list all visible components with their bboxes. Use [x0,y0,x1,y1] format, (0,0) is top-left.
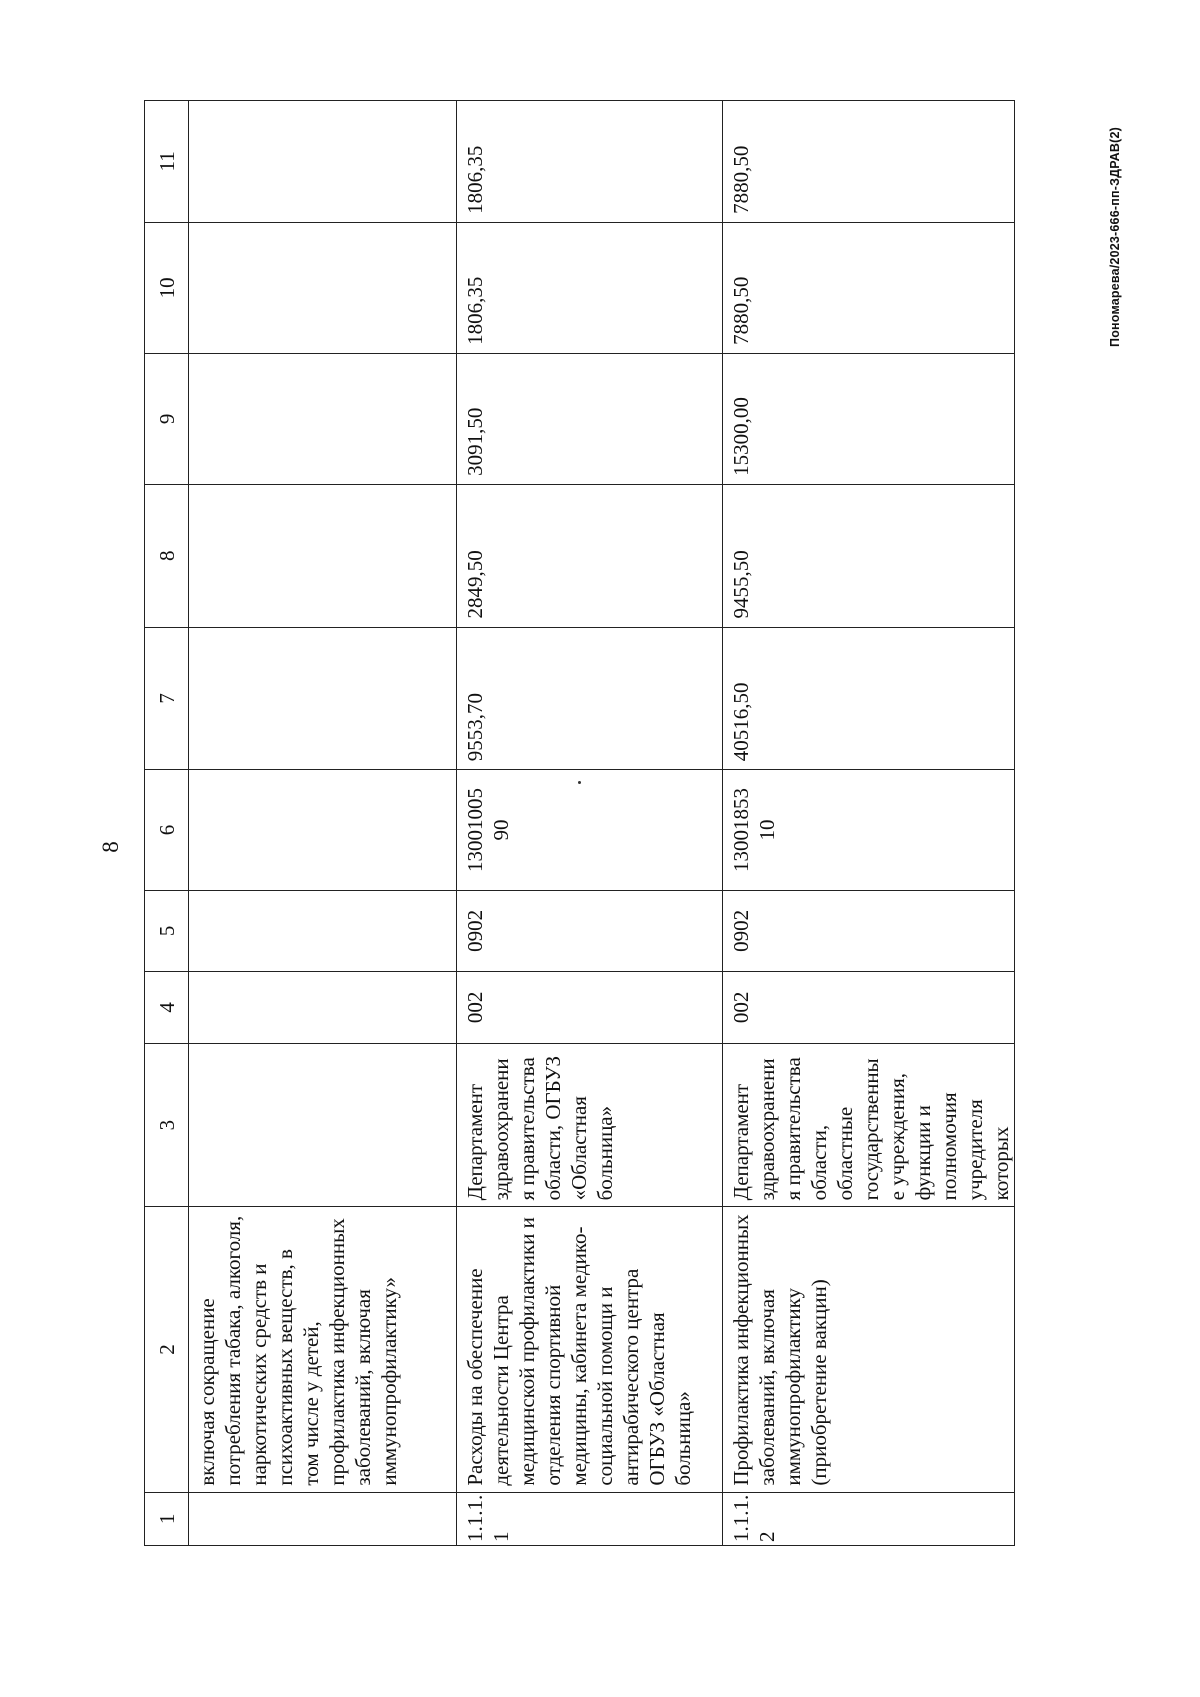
description-cell: Расходы на обеспечение деятельности Центра медицинской профилактики и отделения спортивной медицины, кабинета медико-социальной помощи и антирабического центра ОГБУЗ «Областная больница» [457,1207,723,1492]
table-header-row [145,101,189,1546]
page-number: 8 [98,841,123,853]
table-row [457,101,723,1546]
column-header: 3 [145,1043,189,1207]
code-cell: 002 [457,971,723,1043]
responsible-cell: Департамент здравоохранения правительства области, областные государственные учреждения, функции и полномочия учредителя которых [723,1043,1015,1207]
amount-cell: 2849,50 [457,484,723,627]
column-header: 11 [145,101,189,223]
code-cell [189,770,457,891]
column-header: 7 [145,627,189,770]
amount-cell: 7880,50 [723,222,1015,353]
scan-speck [578,781,581,784]
amount-cell [189,627,457,770]
row-number-cell: 1.1.1.1 [457,1492,723,1545]
column-header: 5 [145,890,189,971]
amount-cell: 3091,50 [457,353,723,484]
table-row [723,101,1015,1546]
code-cell: 13001853 10 [723,770,1015,891]
code-cell: 0902 [723,890,1015,971]
amount-cell: 1806,35 [457,222,723,353]
table-row [189,101,457,1546]
code-cell [189,971,457,1043]
row-number-cell: 1.1.1.2 [723,1492,1015,1545]
code-cell: 0902 [457,890,723,971]
column-header: 8 [145,484,189,627]
amount-cell [189,101,457,223]
amount-cell: 40516,50 [723,627,1015,770]
code-cell: 002 [723,971,1015,1043]
amount-cell: 9455,50 [723,484,1015,627]
amount-cell [189,484,457,627]
code-cell [189,890,457,971]
description-cell: Профилактика инфекционных заболеваний, включая иммунопрофилактику (приобретение вакцин) [723,1207,1015,1492]
column-header: 2 [145,1207,189,1492]
column-header: 4 [145,971,189,1043]
code-cell: 13001005 90 [457,770,723,891]
responsible-cell [189,1043,457,1207]
description-cell: включая сокращение потребления табака, алкоголя, наркотических средств и психоактивных веществ, в том числе у детей, профилактика инфекционных заболеваний, включая иммунопрофилактику» [189,1207,457,1492]
budget-table [144,100,1015,1546]
amount-cell: 15300,00 [723,353,1015,484]
column-header: 6 [145,770,189,891]
column-header: 1 [145,1492,189,1545]
column-header: 10 [145,222,189,353]
amount-cell: 7880,50 [723,101,1015,223]
responsible-cell: Департамент здравоохранения правительства области, ОГБУЗ «Областная больница» [457,1043,723,1207]
amount-cell [189,222,457,353]
amount-cell: 9553,70 [457,627,723,770]
row-number-cell [189,1492,457,1545]
column-header: 9 [145,353,189,484]
amount-cell: 1806,35 [457,101,723,223]
document-footer-code: Пономарева/2023-666-пп-ЗДРАВ(2) [1108,127,1122,347]
amount-cell [189,353,457,484]
